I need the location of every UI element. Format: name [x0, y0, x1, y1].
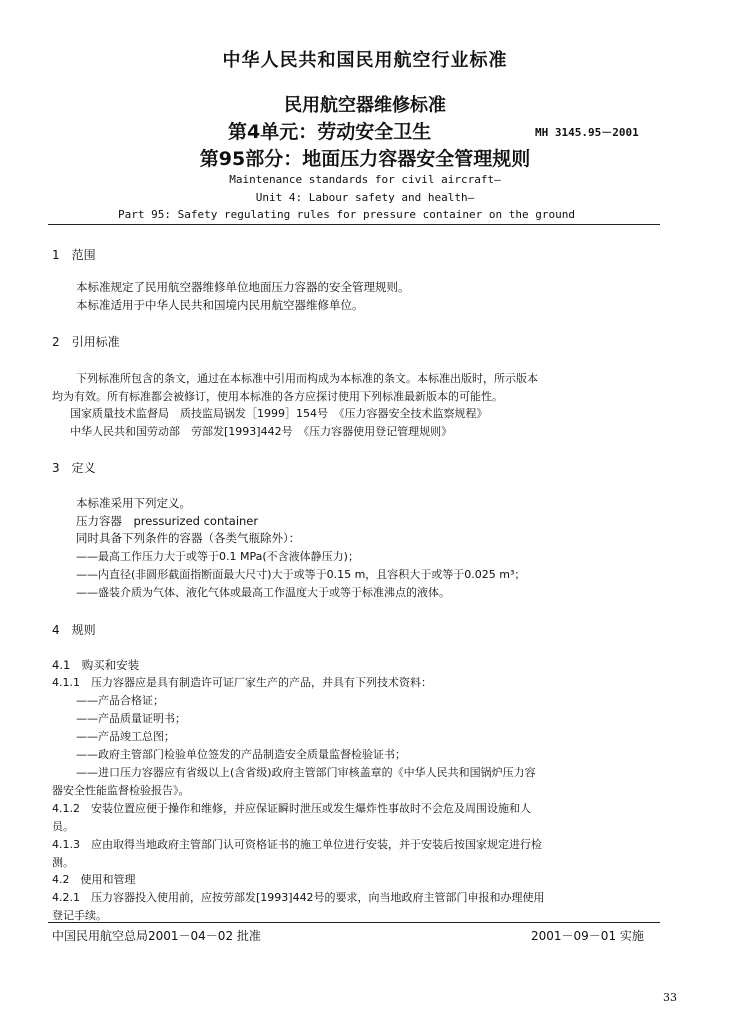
section-3-heading: 3 定义 [52, 461, 96, 475]
section-3-p2: 同时具备下列条件的容器（各类气瓶除外）： [76, 531, 301, 545]
title-en-1: Maintenance standards for civil aircraft— [229, 173, 501, 186]
section-2-heading: 2 引用标准 [52, 335, 120, 349]
section-1-heading: 1 范围 [52, 248, 96, 262]
list-item-5b: 器安全性能监督检验报告》。 [52, 784, 190, 797]
section-1-p1: 本标准规定了民用航空器维修单位地面压力容器的安全管理规则。 [76, 280, 410, 294]
section-2-ref2: 中华人民共和国劳动部 劳部发[1993]442号 《压力容器使用登记管理规则》 [70, 425, 453, 438]
title-en-2: Unit 4: Labour safety and health— [255, 191, 475, 204]
section-4-1-2a: 4.1.2 安装位置应便于操作和维修，并应保证瞬时泄压或发生爆炸性事故时不会危及周围设施和人 [52, 802, 531, 815]
section-2-p1b: 均为有效。所有标准都会被修订，使用本标准的各方应探讨使用下列标准最新版本的可能性。 [52, 390, 503, 403]
section-4-2-heading: 4.2 使用和管理 [52, 873, 136, 886]
list-item-2: ——产品质量证明书； [76, 712, 186, 725]
section-4-1-3a: 4.1.3 应由取得当地政府主管部门认可资格证书的施工单位进行安装，并于安装后按国家规定进行检 [52, 838, 542, 851]
title-cn-1: 民用航空器维修标准 [284, 95, 446, 116]
section-1-p2: 本标准适用于中华人民共和国境内民用航空器维修单位。 [76, 298, 364, 312]
list-item-4: ——政府主管部门检验单位签发的产品制造安全质量监督检验证书； [76, 748, 406, 761]
section-4-1-2b: 员。 [52, 820, 74, 833]
section-3-d3: ——盛装介质为气体、液化气体或最高工作温度大于或等于标准沸点的液体。 [76, 586, 450, 599]
top-title: 中华人民共和国民用航空行业标准 [222, 50, 508, 71]
title-en-3: Part 95: Safety regulating rules for pressure container on the ground [118, 208, 575, 221]
section-4-2-1b: 登记手续。 [52, 909, 107, 922]
section-2-ref1: 国家质量技术监督局 质技监局锅发［1999］154号 《压力容器安全技术监察规程》 [70, 407, 488, 420]
title-cn-2: 第4单元：劳动安全卫生 [228, 121, 432, 143]
approval-date: 中国民用航空总局2001－04－02 批准 [52, 929, 261, 943]
section-4-1-1: 4.1.1 压力容器应是具有制造许可证厂家生产的产品，并具有下列技术资料： [52, 676, 432, 689]
list-item-5a: ——进口压力容器应有省级以上(含省级)政府主管部门审核盖章的《中华人民共和国锅炉压力容 [76, 766, 536, 779]
section-4-2-1a: 4.2.1 压力容器投入使用前，应按劳部发[1993]442号的要求，向当地政府主管部门申报和办理使用 [52, 891, 545, 904]
section-4-heading: 4 规则 [52, 623, 96, 637]
page-number: 33 [663, 991, 677, 1004]
section-3-p1: 本标准采用下列定义。 [76, 496, 191, 510]
section-3-d1: ——最高工作压力大于或等于0.1 MPa(不含液体静压力)； [76, 550, 359, 563]
section-4-1-3b: 测。 [52, 856, 74, 869]
section-2-p1a: 下列标准所包含的条文，通过在本标准中引用而构成为本标准的条文。本标准出版时，所示版本 [76, 372, 538, 385]
list-item-3: ——产品竣工总图； [76, 730, 175, 743]
section-3-term: 压力容器 pressurized container [76, 514, 259, 528]
effective-date: 2001－09－01 实施 [531, 929, 644, 943]
title-cn-3: 第95部分：地面压力容器安全管理规则 [199, 148, 531, 170]
section-3-d2: ——内直径(非圆形截面指断面最大尺寸)大于或等于0.15 m，且容积大于或等于0.025 m³； [76, 568, 526, 581]
section-4-1-heading: 4.1 购买和安装 [52, 658, 140, 672]
header-divider [48, 224, 660, 225]
standard-number: MH 3145.95－2001 [535, 126, 639, 139]
list-item-1: ——产品合格证； [76, 694, 164, 707]
footer-divider [48, 922, 660, 923]
